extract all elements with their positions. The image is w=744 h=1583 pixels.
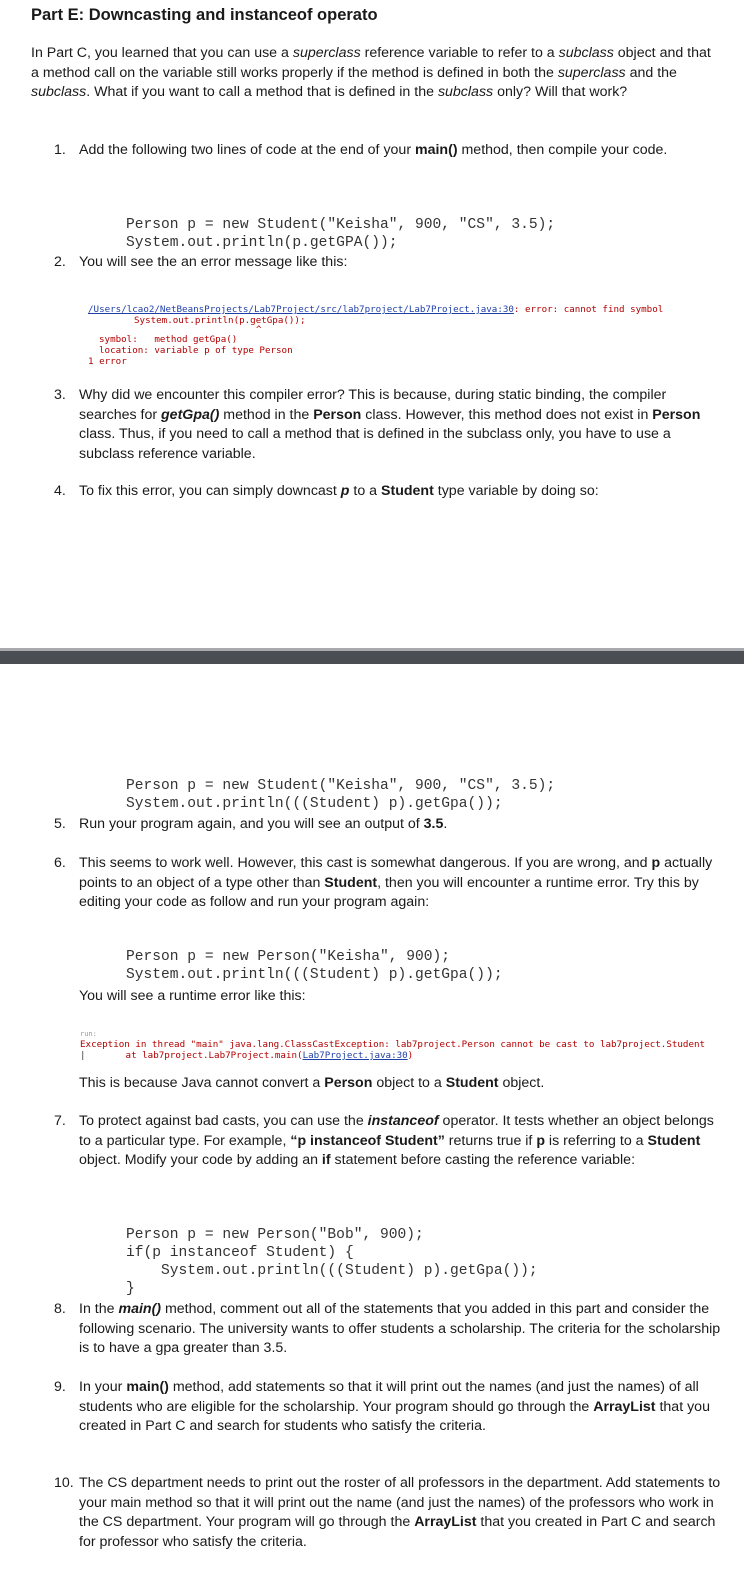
step-number: 1. [54,142,66,158]
page-break [0,651,744,664]
step-text: In your main() method, add statements so that it will print out the names (and just the names) of all students who are eligible for the scholarship. Your program should go through the ArrayList that you created in Part C and search for students who satisfy the criteria. [79,1379,710,1434]
step-text: Run your program again, and you will see an output of 3.5. [79,816,448,832]
code-line: System.out.println(p.getGPA()); [126,235,398,251]
code-line: System.out.println(((Student) p).getGpa()); [126,796,503,812]
step-number: 3. [54,387,66,403]
step-text: This seems to work well. However, this cast is somewhat dangerous. If you are wrong, and p actually points to an object of a type other than Student, then you will encounter a runtime error. Try this by editing your code as follow and run your program again: [79,855,713,910]
intro-paragraph: In Part C, you learned that you can use a superclass reference variable to refer to a subclass object and that a method call on the variable still works properly if the method is defined in both the superclass and the subclass. What if you want to call a method that is defined in the subclass only? Will that work? [31,45,711,100]
step-text: In the main() method, comment out all of the statements that you added in this part and consider the following scenario. The university wants to offer students a scholarship. The criteria for the scholarship is to have a gpa greater than 3.5. [79,1301,721,1356]
runtime-error-intro: You will see a runtime error like this: [79,988,306,1004]
step-text: To protect against bad casts, you can use the instanceof operator. It tests whether an object belongs to a particular type. For example, “p instanceof Student” returns true if p is referring to a Student object. Modify your code by adding an if statement before casting the reference variable: [79,1113,714,1168]
step-text: To fix this error, you can simply downcast p to a Student type variable by doing so: [79,483,599,499]
compiler-error-output: /Users/lcao2/NetBeansProjects/Lab7Project/src/lab7project/Lab7Project.java:30: error: cannot find symbol System.out.println(p.getGpa()); ^ symbol: method getGpa() location: variable p of type Person 1 error [88,304,664,367]
code-line: if(p instanceof Student) { [126,1245,354,1261]
step-text: Why did we encounter this compiler error? This is because, during static binding, the compiler searches for getGpa() method in the Person class. However, this method does not exist in Person class. Thus, if you need to call a method that is defined in the subclass only, you have to use a subclass reference variable. [79,387,701,462]
stacktrace-link[interactable]: Lab7Project.java:30 [302,1050,408,1061]
step-number: 4. [54,483,66,499]
runtime-error-explanation: This is because Java cannot convert a Person object to a Student object. [79,1075,545,1091]
step-text: Add the following two lines of code at the end of your main() method, then compile your code. [79,142,668,158]
code-line: System.out.println(((Student) p).getGpa()); [126,1263,538,1279]
section-heading: Part E: Downcasting and instanceof operato [31,6,378,24]
step-number: 8. [54,1301,66,1317]
error-file-link[interactable]: /Users/lcao2/NetBeansProjects/Lab7Project/src/lab7project/Lab7Project.java:30 [88,304,514,315]
step-number: 2. [54,254,66,270]
code-line: Person p = new Student("Keisha", 900, "CS", 3.5); [126,217,556,233]
step-text: You will see the an error message like this: [79,254,348,270]
code-block-4 [126,1208,538,1298]
code-line: Person p = new Person("Bob", 900); [126,1227,424,1243]
code-line: } [126,1281,135,1297]
step-number: 6. [54,855,66,871]
step-number: 5. [54,816,66,832]
code-block-1 [126,198,555,252]
step-number: 10. [54,1475,74,1491]
runtime-error-output: run: Exception in thread "main" java.lang.ClassCastException: lab7project.Person cannot be cast to lab7project.Student | at lab7project.Lab7Project.main(Lab7Project.java:30) [80,1030,706,1061]
step-number: 9. [54,1379,66,1395]
step-text: The CS department needs to print out the roster of all professors in the department. Add statements to your main method so that it will print out the name (and just the names) of the professors who work in the CS department. Your program will go through the ArrayList that you created in Part C and search for professor who satisfy the criteria. [79,1475,721,1550]
code-line: Person p = new Person("Keisha", 900); [126,949,451,965]
step-number: 7. [54,1113,66,1129]
code-block-2 [126,759,555,813]
code-block-3 [126,930,503,984]
code-line: System.out.println(((Student) p).getGpa()); [126,967,503,983]
code-line: Person p = new Student("Keisha", 900, "CS", 3.5); [126,778,556,794]
